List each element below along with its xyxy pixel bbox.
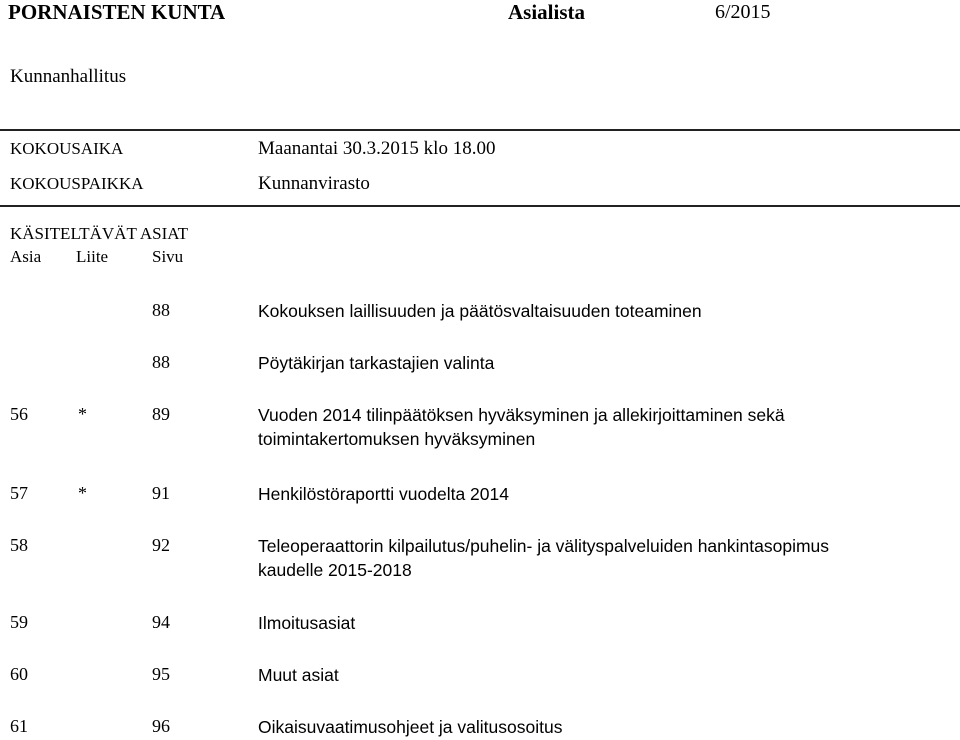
body-name: Kunnanhallitus xyxy=(10,66,127,87)
item-asia-number: 61 xyxy=(10,716,28,736)
item-title: Teleoperaattorin kilpailutus/puhelin- ja välityspalveluiden hankintasopimus xyxy=(258,536,830,556)
item-liite-marker: * xyxy=(78,483,87,503)
item-asia-number: 57 xyxy=(10,483,28,503)
column-header-sivu: Sivu xyxy=(152,247,184,266)
municipality-name: PORNAISTEN KUNTA xyxy=(8,0,226,24)
item-title: Muut asiat xyxy=(258,665,339,685)
item-page-number: 88 xyxy=(152,300,170,320)
item-title: Vuoden 2014 tilinpäätöksen hyväksyminen ja allekirjoittaminen sekä xyxy=(258,405,785,425)
item-page-number: 91 xyxy=(152,483,170,503)
item-asia-number: 59 xyxy=(10,612,28,632)
item-asia-number: 60 xyxy=(10,664,28,684)
column-header-liite: Liite xyxy=(76,247,109,266)
top-rule xyxy=(0,129,960,131)
item-page-number: 88 xyxy=(152,352,170,372)
meeting-place-label: KOKOUSPAIKKA xyxy=(10,174,144,193)
item-title: Kokouksen laillisuuden ja päätösvaltaisuuden toteaminen xyxy=(258,301,702,321)
item-title: toimintakertomuksen hyväksyminen xyxy=(258,429,536,449)
item-title: Pöytäkirjan tarkastajien valinta xyxy=(258,353,495,373)
item-asia-number: 56 xyxy=(10,404,28,424)
bottom-rule xyxy=(0,205,960,207)
item-page-number: 89 xyxy=(152,404,170,424)
item-page-number: 94 xyxy=(152,612,170,632)
document-number: 6/2015 xyxy=(715,1,771,23)
item-title: Ilmoitusasiat xyxy=(258,613,356,633)
item-page-number: 96 xyxy=(152,716,170,736)
item-title: Oikaisuvaatimusohjeet ja valitusosoitus xyxy=(258,717,563,737)
item-title: kaudelle 2015-2018 xyxy=(258,560,412,580)
item-liite-marker: * xyxy=(78,404,87,424)
meeting-place-value: Kunnanvirasto xyxy=(258,173,370,194)
item-page-number: 92 xyxy=(152,535,170,555)
agenda-heading: KÄSITELTÄVÄT ASIAT xyxy=(10,224,189,243)
document-type: Asialista xyxy=(508,0,586,24)
meeting-time-label: KOKOUSAIKA xyxy=(10,139,124,158)
meeting-time-value: Maanantai 30.3.2015 klo 18.00 xyxy=(258,138,496,159)
column-header-asia: Asia xyxy=(10,247,42,266)
item-page-number: 95 xyxy=(152,664,170,684)
item-title: Henkilöstöraportti vuodelta 2014 xyxy=(258,484,509,504)
item-asia-number: 58 xyxy=(10,535,28,555)
